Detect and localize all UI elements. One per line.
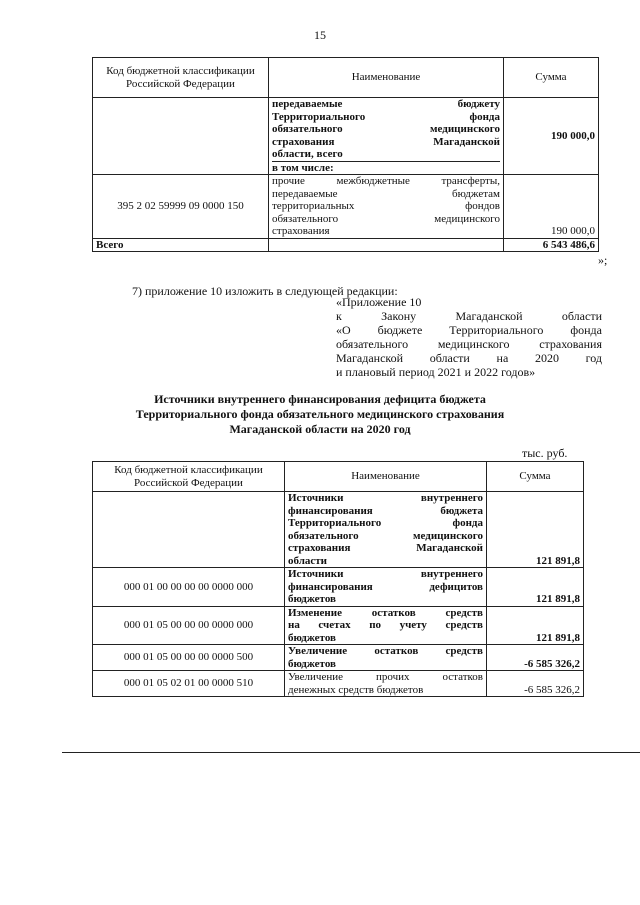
name-line: Изменение остатков средств — [288, 606, 483, 619]
row-name — [285, 492, 487, 568]
row-name — [285, 568, 487, 607]
table-row — [93, 98, 599, 175]
row-name — [285, 606, 487, 645]
row-sum: -6 585 326,2 — [487, 671, 584, 697]
name-line: Источники внутреннего — [288, 492, 483, 504]
financing-sources-table — [92, 461, 584, 697]
appendix-line: «О бюджете Территориального фонда — [336, 323, 602, 337]
header-code: Код бюджетной классификации Российской Федерации — [93, 462, 285, 492]
intro-text: 7) приложение 10 изложить в следующей редакции: — [132, 284, 398, 298]
name-line: Увеличение остатков средств — [288, 645, 483, 657]
total-label: Всего — [93, 238, 269, 252]
title-line: Источники внутреннего финансирования дефицита бюджета — [154, 392, 486, 406]
row-sum: -6 585 326,2 — [487, 645, 584, 671]
name-line: области, всего — [272, 148, 500, 162]
name-line: на счетах по учету средств — [288, 619, 483, 631]
row-sum: 121 891,8 — [487, 568, 584, 607]
table-row — [93, 568, 584, 607]
header-name: Наименование — [285, 462, 487, 492]
name-line: Территориального фонда — [272, 110, 500, 123]
name-line: финансирования бюджета — [288, 504, 483, 517]
table-header-row — [93, 462, 584, 492]
name-line: передаваемые бюджету — [272, 98, 500, 110]
name-line: бюджетов — [288, 631, 336, 644]
table-row — [93, 175, 599, 239]
row-name — [269, 175, 504, 239]
row-name — [285, 645, 487, 671]
name-line: прочие межбюджетные трансферты, — [272, 175, 500, 187]
name-line: области — [288, 554, 328, 567]
total-empty — [269, 238, 504, 252]
name-line: Источники внутреннего — [288, 568, 483, 580]
total-sum: 6 543 486,6 — [504, 238, 599, 252]
appendix-line: «Приложение 10 — [336, 295, 422, 309]
name-line: обязательного медицинского — [272, 212, 500, 225]
header-sum: Сумма — [504, 58, 599, 98]
header-sum: Сумма — [487, 462, 584, 492]
name-line: передаваемые бюджетам — [272, 187, 500, 200]
appendix-line: к Закону Магаданской области — [336, 309, 602, 323]
row-code: 395 2 02 59999 09 0000 150 — [93, 175, 269, 239]
name-line: страхования — [272, 225, 330, 237]
appendix-line: обязательного медицинского страхования — [336, 337, 602, 351]
row-code-empty — [93, 98, 269, 175]
name-line: обязательного медицинского — [272, 123, 500, 135]
table-row — [93, 645, 584, 671]
row-sum: 190 000,0 — [504, 175, 599, 239]
row-sum: 190 000,0 — [504, 98, 599, 175]
unit-label: тыс. руб. — [522, 446, 568, 460]
name-line: страхования Магаданской — [272, 135, 500, 148]
appendix-line: Магаданской области на 2020 год — [336, 351, 602, 365]
row-code: 000 01 00 00 00 00 0000 000 — [93, 568, 285, 607]
name-line: бюджетов — [288, 593, 336, 605]
row-code — [93, 492, 285, 568]
row-code: 000 01 05 00 00 00 0000 000 — [93, 606, 285, 645]
title-line: Магаданской области на 2020 год — [229, 422, 411, 436]
row-sum: 121 891,8 — [487, 606, 584, 645]
header-code: Код бюджетной классификации Российской Федерации — [93, 58, 269, 98]
section-title — [80, 392, 560, 437]
name-line: страхования Магаданской — [288, 542, 483, 554]
row-name — [285, 671, 487, 697]
page-number: 15 — [314, 28, 326, 42]
row-code: 000 01 05 00 00 00 0000 500 — [93, 645, 285, 671]
name-line: денежных средств бюджетов — [288, 683, 424, 696]
row-name — [269, 98, 504, 175]
table-header-row — [93, 58, 599, 98]
name-line: бюджетов — [288, 657, 336, 670]
sub-label: в том числе: — [272, 161, 334, 174]
name-line: Территориального фонда — [288, 517, 483, 529]
page-divider — [62, 752, 640, 753]
title-line: Территориального фонда обязательного медицинского страхования — [135, 407, 505, 421]
header-name: Наименование — [269, 58, 504, 98]
name-line: Увеличение прочих остатков — [288, 671, 483, 683]
row-sum: 121 891,8 — [487, 492, 584, 568]
table-row — [93, 671, 584, 697]
table-row — [93, 492, 584, 568]
budget-transfers-table — [92, 57, 599, 252]
closing-quote: »; — [598, 253, 608, 267]
name-line: территориальных фондов — [272, 200, 500, 212]
total-row — [93, 238, 599, 252]
table-row — [93, 606, 584, 645]
appendix-line: и плановый период 2021 и 2022 годов» — [336, 365, 536, 379]
name-line: обязательного медицинского — [288, 529, 483, 542]
name-line: финансирования дефицитов — [288, 580, 483, 593]
row-code: 000 01 05 02 01 00 0000 510 — [93, 671, 285, 697]
